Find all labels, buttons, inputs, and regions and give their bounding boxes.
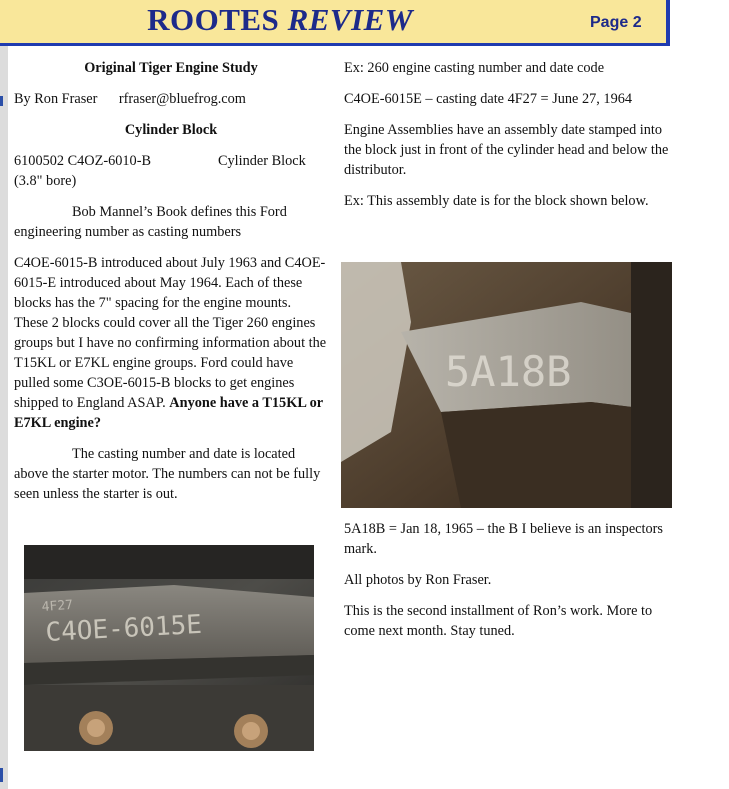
right-column — [344, 58, 674, 211]
paragraph-blocks — [14, 253, 328, 433]
assembly-date-photo — [341, 262, 672, 508]
newsletter-header — [0, 0, 670, 46]
paragraph-blocks-text: C4OE-6015-B introduced about July 1963 and C4OE-6015-E introduced about May 1964. Each of these blocks has the 7" spacing for the engine mounts. These 2 blocks could cover all the Tiger 260 engines groups but I have no confirming information about the T15KL or E7KL engine groups. Ford could have pulled some C3OE-6015-B blocks to get engines shipped to England ASAP. — [14, 255, 327, 411]
section-heading: Cylinder Block — [124, 122, 218, 138]
paragraph-location: The casting number and date is located above the starter motor. The numbers can not be fully seen unless the starter is out. — [14, 446, 321, 502]
example-casting-detail: C4OE-6015E – casting date 4F27 = June 27, 1964 — [344, 91, 633, 107]
bore-size: (3.8" bore) — [14, 173, 77, 189]
date-code-text: 4F27 — [41, 597, 74, 615]
margin-mark — [0, 96, 3, 106]
part-number: 6100502 C4OZ-6010-B — [14, 153, 152, 169]
photo-credit: All photos by Ron Fraser. — [344, 572, 492, 588]
part-description: Cylinder Block — [218, 153, 306, 169]
title-italic: REVIEW — [287, 2, 413, 37]
assembly-paragraph: Engine Assemblies have an assembly date stamped into the block just in front of the cylinder head and below the distributor. — [344, 122, 669, 178]
part-number-line — [14, 151, 328, 171]
example-casting: Ex: 260 engine casting number and date code — [344, 60, 605, 76]
paragraph-blocks-question: Anyone have a T15KL or E7KL engine? — [14, 395, 323, 431]
assembly-stamp-text: 5A18B — [445, 347, 572, 396]
paragraph-engineering-number: Bob Mannel’s Book defines this Ford engineering number as casting numbers — [14, 204, 287, 240]
closing-note: This is the second installment of Ron’s work. More to come next month. Stay tuned. — [344, 603, 653, 639]
left-column — [14, 58, 328, 504]
casting-number-text: C4OE-6015E — [44, 609, 203, 648]
byline: By Ron Fraser rfraser@bluefrog.com — [14, 91, 246, 107]
page-number: Page 2 — [590, 14, 642, 31]
margin-mark — [0, 768, 3, 782]
casting-number-photo — [24, 545, 314, 751]
article-title: Original Tiger Engine Study — [84, 60, 258, 76]
right-column-lower — [344, 519, 674, 641]
stamp-caption: 5A18B = Jan 18, 1965 – the B I believe is an inspectors mark. — [344, 521, 663, 557]
example-assembly: Ex: This assembly date is for the block shown below. — [344, 193, 649, 209]
newsletter-title — [0, 2, 560, 38]
left-margin-strip — [0, 0, 8, 789]
title-main: ROOTES — [147, 2, 288, 37]
